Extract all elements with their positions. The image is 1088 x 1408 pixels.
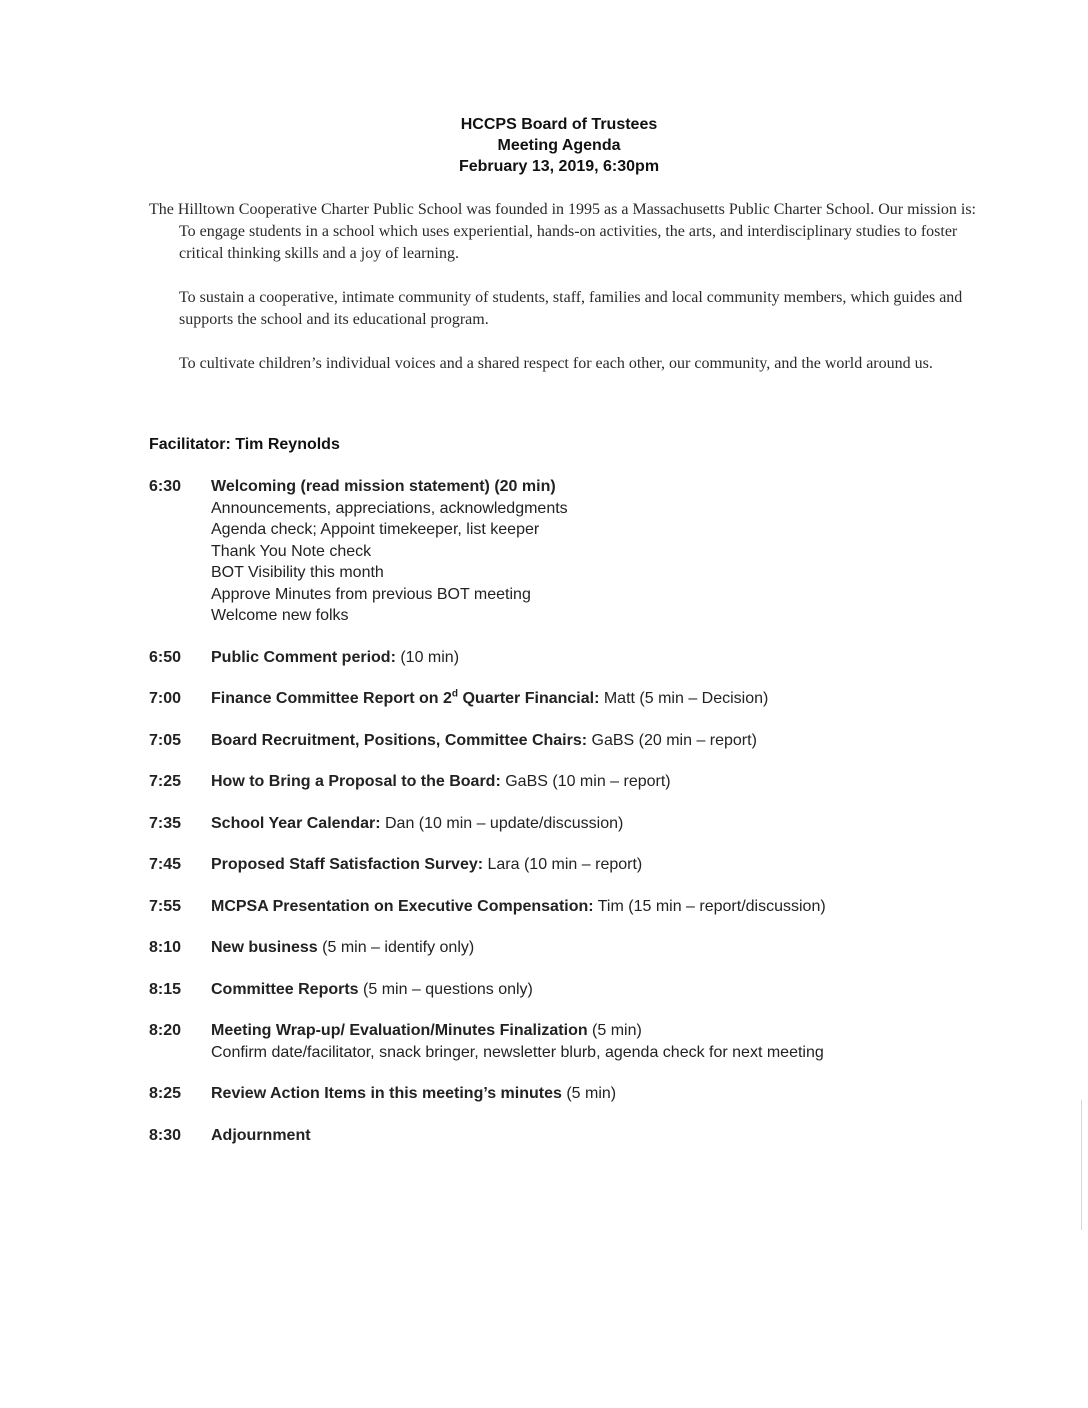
agenda-time: 7:00	[149, 690, 182, 707]
agenda-subitem: Confirm date/facilitator, snack bringer, newsletter blurb, agenda check for next meeting	[211, 1043, 824, 1061]
agenda-title: MCPSA Presentation on Executive Compensation:	[211, 897, 594, 915]
agenda-note: (5 min)	[561, 1085, 617, 1102]
agenda-note: (5 min – identify only)	[317, 939, 475, 956]
agenda-time: 8:25	[149, 1085, 182, 1102]
mission-goal-3: To cultivate children’s individual voices and a shared respect for each other, our community, and the world around us.	[179, 355, 933, 372]
agenda-time: 8:15	[149, 980, 182, 998]
agenda-title: Proposed Staff Satisfaction Survey:	[211, 856, 484, 873]
agenda-note: (5 min)	[587, 1022, 642, 1039]
board-title: HCCPS Board of Trustees	[460, 116, 658, 133]
agenda-title: How to Bring a Proposal to the Board:	[211, 773, 501, 790]
agenda-item	[149, 979, 989, 1001]
agenda-item	[149, 1083, 989, 1105]
agenda-time: 7:05	[149, 731, 182, 749]
agenda-title: Meeting Wrap-up/ Evaluation/Minutes Finalization	[211, 1022, 588, 1039]
agenda-title: New business	[211, 939, 318, 956]
agenda-item	[149, 1020, 989, 1063]
agenda-subitem: Agenda check; Appoint timekeeper, list keeper	[211, 521, 540, 538]
agenda-note: Tim (15 min – report/discussion)	[593, 897, 826, 915]
agenda-title-part: Finance Committee Report on 2	[211, 690, 452, 707]
agenda-item	[149, 647, 989, 669]
agenda-note: Matt (5 min – Decision)	[599, 690, 769, 707]
agenda-subitem: Welcome new folks	[211, 607, 349, 624]
agenda-title: Welcoming (read mission statement) (20 min)	[211, 478, 556, 495]
agenda-time: 6:30	[149, 478, 182, 495]
agenda-title: Board Recruitment, Positions, Committee Chairs:	[211, 731, 588, 749]
agenda-time: 7:25	[149, 773, 182, 790]
mission-goal-1: To engage students in a school which uses experiential, hands-on activities, the arts, and interdisciplinary studies to foster critical thinking skills and a joy of learning.	[179, 223, 958, 262]
agenda-time: 7:45	[149, 856, 182, 873]
agenda-time: 7:35	[149, 814, 182, 832]
mission-goal-2: To sustain a cooperative, intimate community of students, staff, families and local community members, which guides and supports the school and its educational program.	[179, 289, 963, 328]
ordinal-superscript: d	[451, 688, 459, 700]
agenda-subitem: Approve Minutes from previous BOT meeting	[211, 585, 531, 603]
agenda-time: 8:20	[149, 1022, 182, 1039]
agenda-list	[149, 476, 989, 1166]
agenda-title: School Year Calendar:	[211, 814, 381, 832]
agenda-item	[149, 1125, 989, 1147]
agenda-note: Lara (10 min – report)	[483, 856, 643, 873]
agenda-time: 6:50	[149, 648, 182, 666]
agenda-time: 8:10	[149, 939, 182, 956]
agenda-item	[149, 937, 989, 959]
agenda-item	[149, 854, 989, 876]
agenda-item	[149, 813, 989, 835]
meeting-date: February 13, 2019, 6:30pm	[458, 158, 660, 175]
agenda-note: GaBS (20 min – report)	[587, 731, 757, 749]
agenda-item	[149, 771, 989, 793]
agenda-title: Review Action Items in this meeting’s minutes	[211, 1085, 562, 1102]
agenda-time: 7:55	[149, 897, 182, 915]
mission-section	[149, 199, 979, 375]
agenda-title: Adjournment	[211, 1126, 311, 1144]
agenda-title: Public Comment period:	[211, 648, 396, 666]
agenda-time: 8:30	[149, 1126, 182, 1144]
agenda-title: Committee Reports	[211, 980, 359, 998]
scan-edge-line	[1081, 1100, 1082, 1230]
agenda-title-part: Quarter Financial:	[458, 690, 600, 707]
agenda-title	[211, 690, 599, 707]
agenda-subitem: BOT Visibility this month	[211, 564, 384, 581]
agenda-note: GaBS (10 min – report)	[500, 773, 671, 790]
agenda-item	[149, 476, 989, 627]
document-header	[0, 114, 1088, 177]
facilitator: Facilitator: Tim Reynolds	[149, 436, 340, 453]
agenda-note: Dan (10 min – update/discussion)	[380, 814, 624, 832]
agenda-item	[149, 730, 989, 752]
agenda-item	[149, 688, 989, 710]
agenda-item	[149, 896, 989, 918]
agenda-note: (5 min – questions only)	[358, 980, 533, 998]
mission-lead: The Hilltown Cooperative Charter Public School was founded in 1995 as a Massachusetts Public Charter School. Our mission is:	[149, 201, 976, 218]
agenda-title: Meeting Agenda	[497, 137, 621, 154]
agenda-subitem: Thank You Note check	[211, 542, 372, 560]
agenda-subitem: Announcements, appreciations, acknowledgments	[211, 499, 568, 517]
agenda-note: (10 min)	[395, 648, 460, 666]
